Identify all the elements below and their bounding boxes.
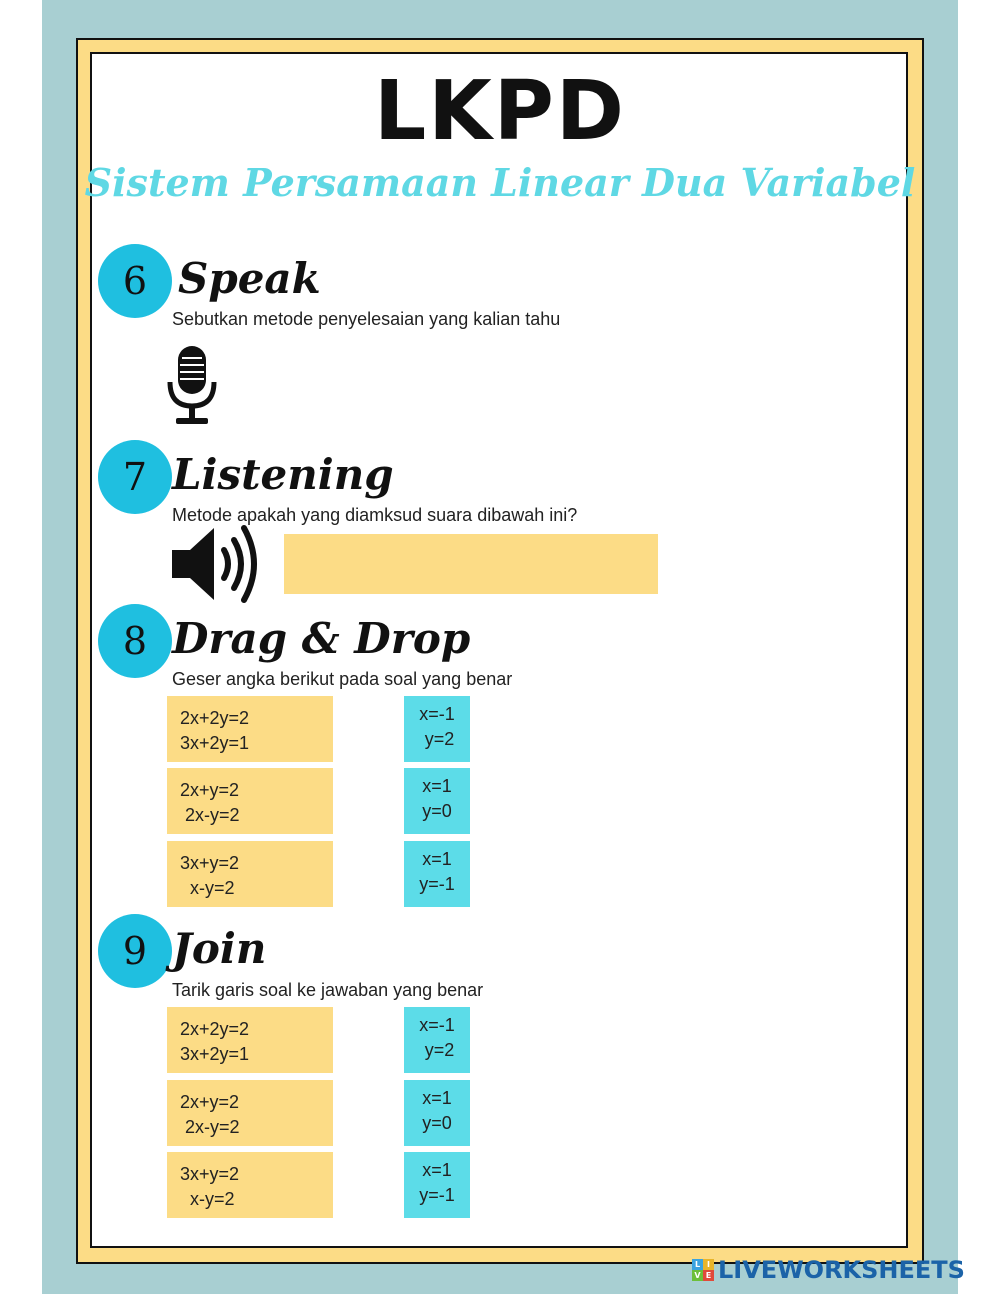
drag-drop-answer-2[interactable]: x=1 y=0: [404, 768, 470, 834]
section-heading-join: Join: [172, 924, 267, 973]
section-instruction-listening: Metode apakah yang diamksud suara dibawah ini?: [172, 505, 578, 525]
section-heading-drag-drop: Drag & Drop: [172, 614, 471, 663]
join-equation-3[interactable]: 3x+y=2 x-y=2: [167, 1152, 333, 1218]
liveworksheets-logo[interactable]: [692, 1256, 992, 1284]
join-equation-1[interactable]: 2x+2y=2 3x+2y=1: [167, 1007, 333, 1073]
drag-drop-answer-3[interactable]: x=1 y=-1: [404, 841, 470, 907]
drag-drop-equation-2[interactable]: 2x+y=2 2x-y=2: [167, 768, 333, 834]
join-answer-3[interactable]: x=1 y=-1: [404, 1152, 470, 1218]
section-heading-speak: Speak: [178, 254, 321, 303]
section-number-8: 8: [98, 604, 172, 678]
logo-text: LIVEWORKSHEETS: [718, 1256, 965, 1284]
drag-drop-equation-1[interactable]: 2x+2y=2 3x+2y=1: [167, 696, 333, 762]
section-number-6: 6: [98, 244, 172, 318]
join-answer-1[interactable]: x=-1 y=2: [404, 1007, 470, 1073]
section-number-7: 7: [98, 440, 172, 514]
section-instruction-drag-drop: Geser angka berikut pada soal yang benar: [172, 669, 513, 689]
logo-cubes-icon: L I V E: [692, 1259, 714, 1281]
page-title: LKPD: [374, 64, 626, 159]
listening-answer-input[interactable]: [284, 534, 658, 594]
section-heading-listening: Listening: [172, 450, 394, 499]
join-answer-2[interactable]: x=1 y=0: [404, 1080, 470, 1146]
drag-drop-equation-3[interactable]: 3x+y=2 x-y=2: [167, 841, 333, 907]
section-instruction-join: Tarik garis soal ke jawaban yang benar: [172, 980, 484, 1000]
speaker-icon[interactable]: [170, 520, 262, 608]
join-equation-2[interactable]: 2x+y=2 2x-y=2: [167, 1080, 333, 1146]
section-number-9: 9: [98, 914, 172, 988]
microphone-icon[interactable]: [164, 344, 220, 426]
page-subtitle: Sistem Persamaan Linear Dua Variabel: [84, 160, 916, 205]
section-instruction-speak: Sebutkan metode penyelesaian yang kalian tahu: [172, 309, 561, 329]
drag-drop-answer-1[interactable]: x=-1 y=2: [404, 696, 470, 762]
